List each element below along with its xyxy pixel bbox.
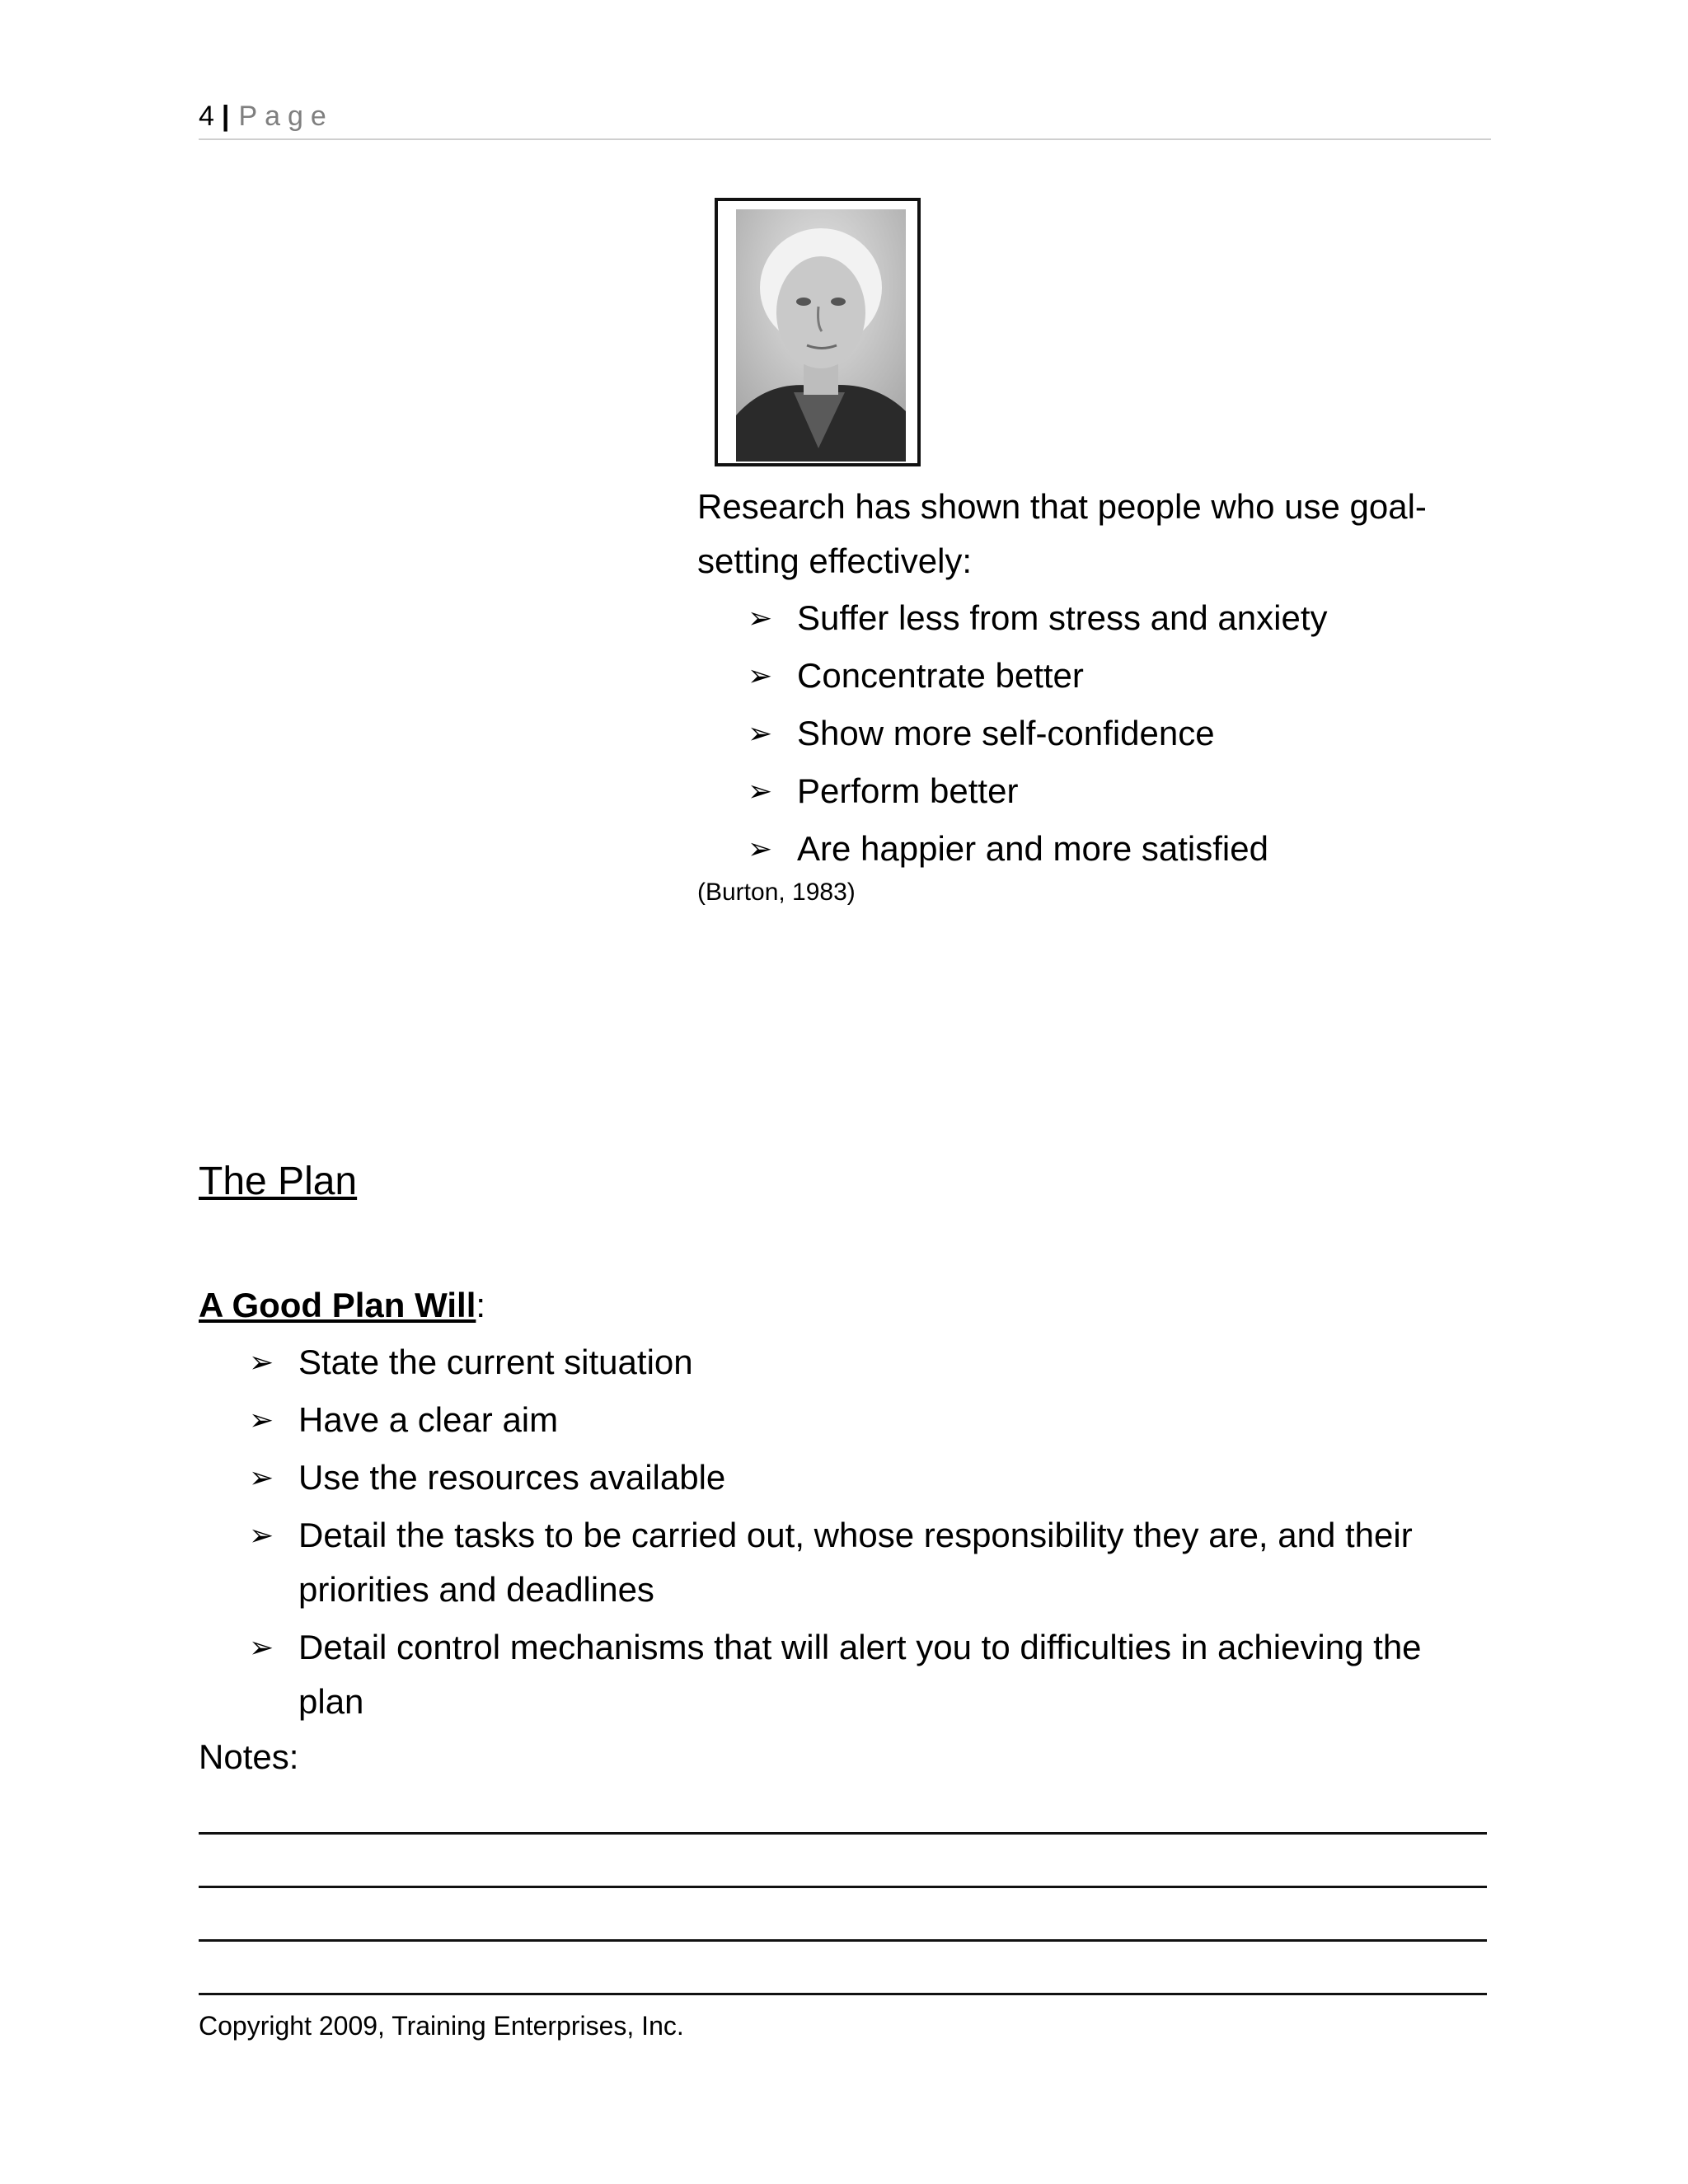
list-item: ➢ Have a clear aim — [298, 1393, 1485, 1447]
page-word: Page — [238, 101, 334, 132]
list-item: ➢ Concentrate better — [797, 647, 1328, 705]
good-plan-heading-text: A Good Plan Will — [199, 1286, 476, 1324]
page-header — [199, 101, 334, 133]
list-item: ➢ Use the resources available — [298, 1451, 1485, 1505]
notes-line[interactable] — [199, 1993, 1487, 1995]
portrait-photo-frame — [715, 198, 921, 466]
plan-list — [249, 1335, 1485, 1732]
arrowhead-bullet-icon: ➢ — [249, 1518, 274, 1552]
list-item: ➢ Detail the tasks to be carried out, whose responsibility they are, and their priorities and deadlines — [298, 1508, 1485, 1617]
list-item: ➢ Perform better — [797, 762, 1328, 820]
arrowhead-bullet-icon: ➢ — [249, 1460, 274, 1494]
portrait-photo — [736, 209, 906, 462]
research-list — [748, 589, 1328, 878]
notes-line[interactable] — [199, 1886, 1487, 1888]
section-title: The Plan — [199, 1160, 358, 1203]
notes-line[interactable] — [199, 1939, 1487, 1942]
list-item: ➢ Suffer less from stress and anxiety — [797, 589, 1328, 647]
arrowhead-bullet-icon: ➢ — [249, 1630, 274, 1664]
arrowhead-bullet-icon: ➢ — [748, 601, 773, 635]
copyright-footer: Copyright 2009, Training Enterprises, Inc. — [199, 2011, 684, 2041]
arrowhead-bullet-icon: ➢ — [249, 1345, 274, 1379]
arrowhead-bullet-icon: ➢ — [748, 774, 773, 808]
page-number: 4 — [199, 101, 215, 132]
notes-line[interactable] — [199, 1832, 1487, 1835]
list-item: ➢ Detail control mechanisms that will alert you to difficulties in achieving the plan — [298, 1620, 1485, 1729]
list-item: ➢ Show more self-confidence — [797, 705, 1328, 762]
header-separator: | — [221, 101, 231, 132]
arrowhead-bullet-icon: ➢ — [748, 716, 773, 750]
notes-label: Notes: — [199, 1737, 299, 1776]
list-item: ➢ State the current situation — [298, 1335, 1485, 1390]
arrowhead-bullet-icon: ➢ — [748, 658, 773, 692]
research-intro: Research has shown that people who use goal-setting effectively: — [697, 487, 1427, 580]
arrowhead-bullet-icon: ➢ — [748, 832, 773, 865]
citation: (Burton, 1983) — [697, 879, 856, 906]
header-rule — [199, 138, 1491, 140]
good-plan-heading: A Good Plan Will: — [199, 1286, 486, 1324]
list-item: ➢ Are happier and more satisfied — [797, 820, 1328, 878]
arrowhead-bullet-icon: ➢ — [249, 1403, 274, 1436]
